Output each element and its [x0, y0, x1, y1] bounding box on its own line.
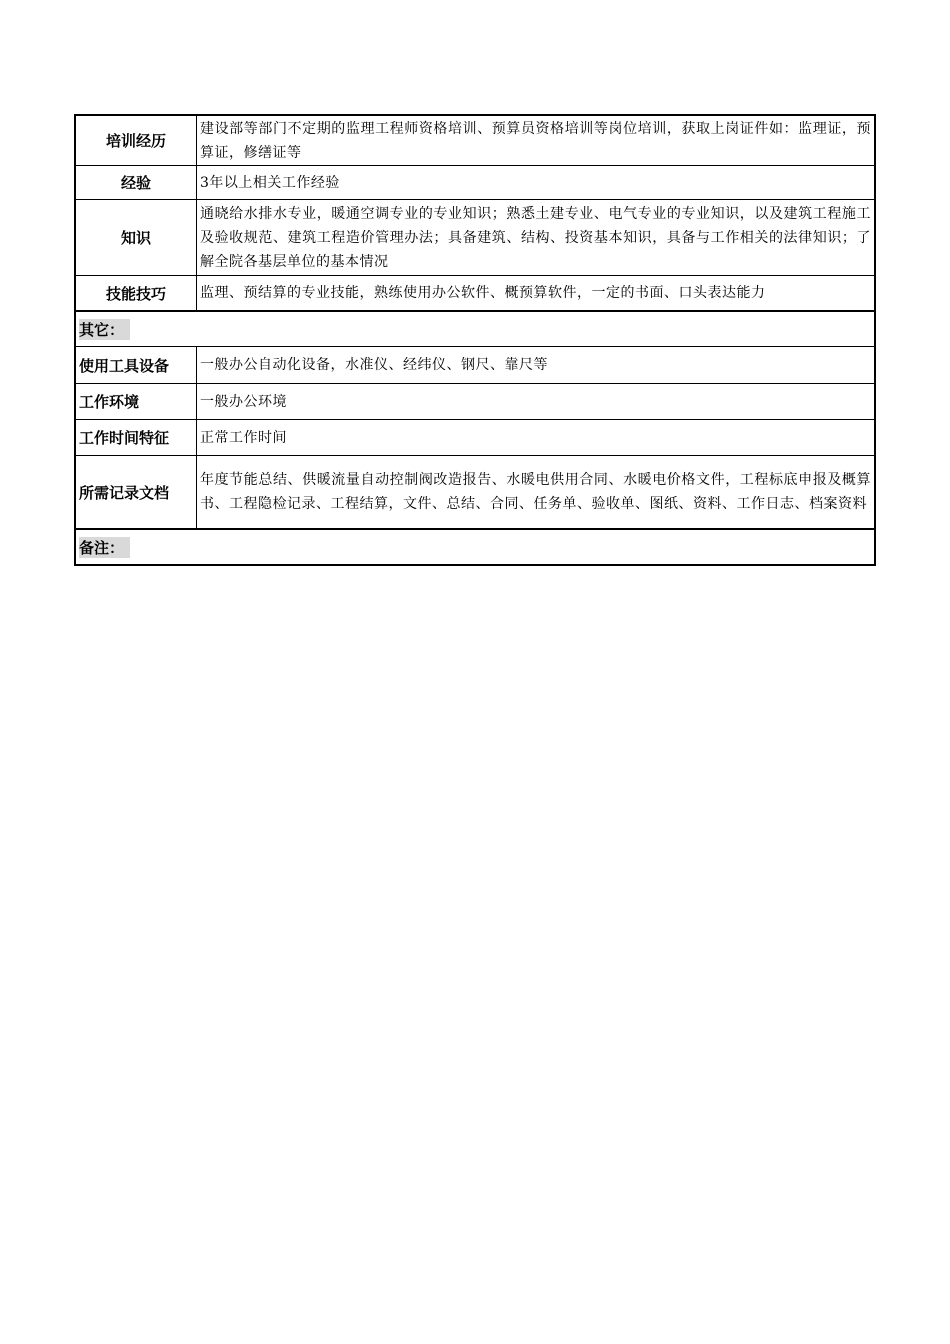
section-heading	[76, 530, 130, 564]
table-row-experience	[76, 166, 874, 200]
row-value: 监理、预结算的专业技能，熟练使用办公软件、概预算软件，一定的书面、口头表达能力	[200, 285, 766, 301]
job-description-table	[74, 114, 876, 566]
row-label: 知识	[76, 200, 197, 275]
row-value: 正常工作时间	[200, 429, 287, 446]
row-label: 经验	[76, 166, 197, 199]
row-value: 年度节能总结、供暖流量自动控制阀改造报告、水暖电供用合同、水暖电价格文件，工程标底申报及概算书、工程隐检记录、工程结算，文件、总结、合同、任务单、验收单、图纸、资料、工作日志、档案资料	[200, 472, 871, 512]
row-value: 通晓给水排水专业，暖通空调专业的专业知识；熟悉土建专业、电气专业的专业知识，以及建筑工程施工及验收规范、建筑工程造价管理办法；具备建筑、结构、投资基本知识，具备与工作相关的法律知识；了解全院各基层单位的基本情况	[200, 205, 871, 270]
table-row-skills	[76, 276, 874, 312]
table-row-knowledge	[76, 200, 874, 276]
row-value: 建设部等部门不定期的监理工程师资格培训、预算员资格培训等岗位培训，获取上岗证件如：监理证，预算证，修缮证等	[200, 120, 871, 161]
row-label: 使用工具设备	[76, 347, 197, 383]
section-heading-text: 备注：	[79, 537, 130, 558]
row-value: 一般办公环境	[200, 393, 287, 410]
row-label: 所需记录文档	[76, 456, 197, 528]
section-heading-remarks	[76, 530, 874, 564]
row-label: 技能技巧	[76, 276, 197, 310]
table-row-training	[76, 116, 874, 166]
table-row-environment	[76, 384, 874, 420]
table-row-documents	[76, 456, 874, 530]
table-row-tools	[76, 347, 874, 384]
row-value: 一般办公自动化设备，水准仪、经纬仪、钢尺、靠尺等	[200, 357, 548, 373]
section-heading-text: 其它：	[79, 319, 130, 340]
section-heading-other	[76, 312, 874, 347]
row-value: 3年以上相关工作经验	[200, 174, 340, 191]
row-label: 工作环境	[76, 384, 197, 419]
row-label: 工作时间特征	[76, 420, 197, 455]
section-heading	[76, 312, 130, 346]
table-row-work-hours	[76, 420, 874, 456]
row-label: 培训经历	[76, 116, 197, 165]
